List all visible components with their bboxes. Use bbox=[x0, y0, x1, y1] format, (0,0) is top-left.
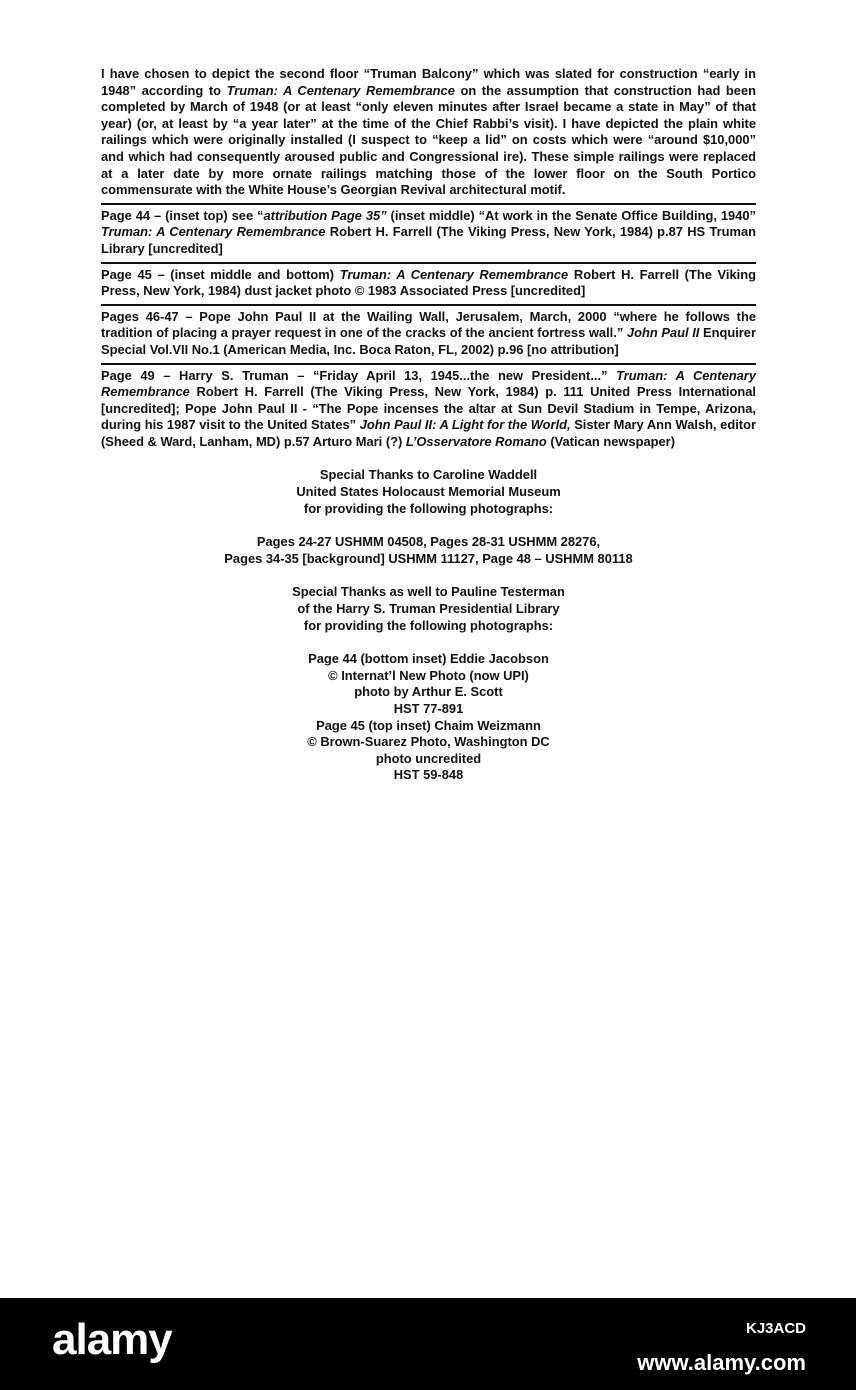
thanks-truman-library: Special Thanks as well to Pauline Testerman of the Harry S. Truman Presidential Library for providing the following photographs: bbox=[292, 584, 565, 633]
divider-rule bbox=[101, 304, 756, 306]
credit-page-44: Page 44 – (inset top) see “attribution Page 35” (inset middle) “At work in the Senate Office Building, 1940” Truman: A Centenary Remembrance Robert H. Farrell (The Viking Press, New York, 1984) p.87 HS Truman Library [uncredited] bbox=[101, 207, 757, 256]
intro-text-rest: on the assumption that construction had been completed by March of 1948 (or at least “only eleven minutes after Israel became a state in May” of that year) (or, at least by “a year later” at the time of the Chief Rabbi’s visit). I have depicted the plain white railings which were originally installed (I suspect to “keep a lid” on costs which were “around $10,000” and which had consequently aroused public and Congressional ire). These simple railings were replaced at a later date by more ornate railings matching those of the lower floor on the South Portico commensurate with the White House’s Georgian Revival architectural motif. bbox=[101, 82, 756, 198]
credit-page-49: Page 49 – Harry S. Truman – “Friday April 13, 1945...the new President...” Truman: A Centenary Remembrance Robert H. Farrell (The Viking Press, New York, 1984) p. 111 United Press International [uncredited]; Pope John Paul II - “The Pope incenses the altar at Sun Devil Stadium in Tempe, Arizona, during his 1987 visit to the United States” John Paul II: A Light for the World, Sister Mary Ann Walsh, editor (Sheed & Ward, Lanham, MD) p.57 Arturo Mari (?) L’Osservatore Romano (Vatican newspaper) bbox=[101, 367, 756, 449]
ushmm-photo-list: Pages 24-27 USHMM 04508, Pages 28-31 USHMM 28276, Pages 34-35 [background] USHMM 11127, Page 48 – USHMM 80118 bbox=[224, 534, 633, 566]
thanks-ushmm: Special Thanks to Caroline Waddell United States Holocaust Memorial Museum for providing the following photographs: bbox=[296, 467, 561, 516]
stock-image-id: KJ3ACD bbox=[745, 1320, 806, 1337]
document-content bbox=[101, 66, 756, 784]
site-url: www.alamy.com bbox=[637, 1350, 806, 1375]
truman-library-photo-list: Page 44 (bottom inset) Eddie Jacobson © Internat’l New Photo (now UPI) photo by Arthur E. Scott HST 77-891 Page 45 (top inset) Chaim Weizmann © Brown-Suarez Photo, Washington DC photo uncredited HST 59-848 bbox=[307, 651, 550, 783]
divider-rule bbox=[101, 262, 756, 264]
divider-rule bbox=[101, 203, 756, 205]
divider-rule bbox=[101, 363, 756, 365]
intro-text: I have chosen to depict the second floor “Truman Balcony” which was slated for construction “early in 1948” according to bbox=[101, 66, 756, 98]
intro-paragraph bbox=[101, 66, 756, 199]
credit-page-45: Page 45 – (inset middle and bottom) Truman: A Centenary Remembrance Robert H. Farrell (The Viking Press, New York, 1984) dust jacket photo © 1983 Associated Press [uncredited] bbox=[101, 266, 756, 299]
watermark-footer bbox=[0, 1298, 856, 1390]
intro-book-title: Truman: A Centenary Remembrance bbox=[226, 82, 455, 98]
alamy-logo: alamy bbox=[52, 1315, 172, 1364]
credit-pages-46-47: Pages 46-47 – Pope John Paul II at the Wailing Wall, Jerusalem, March, 2000 “where he follows the tradition of placing a prayer request in one of the cracks of the ancient fortress wall.” John Paul II Enquirer Special Vol.VII No.1 (American Media, Inc. Boca Raton, FL, 2002) p.96 [no attribution] bbox=[101, 308, 756, 357]
